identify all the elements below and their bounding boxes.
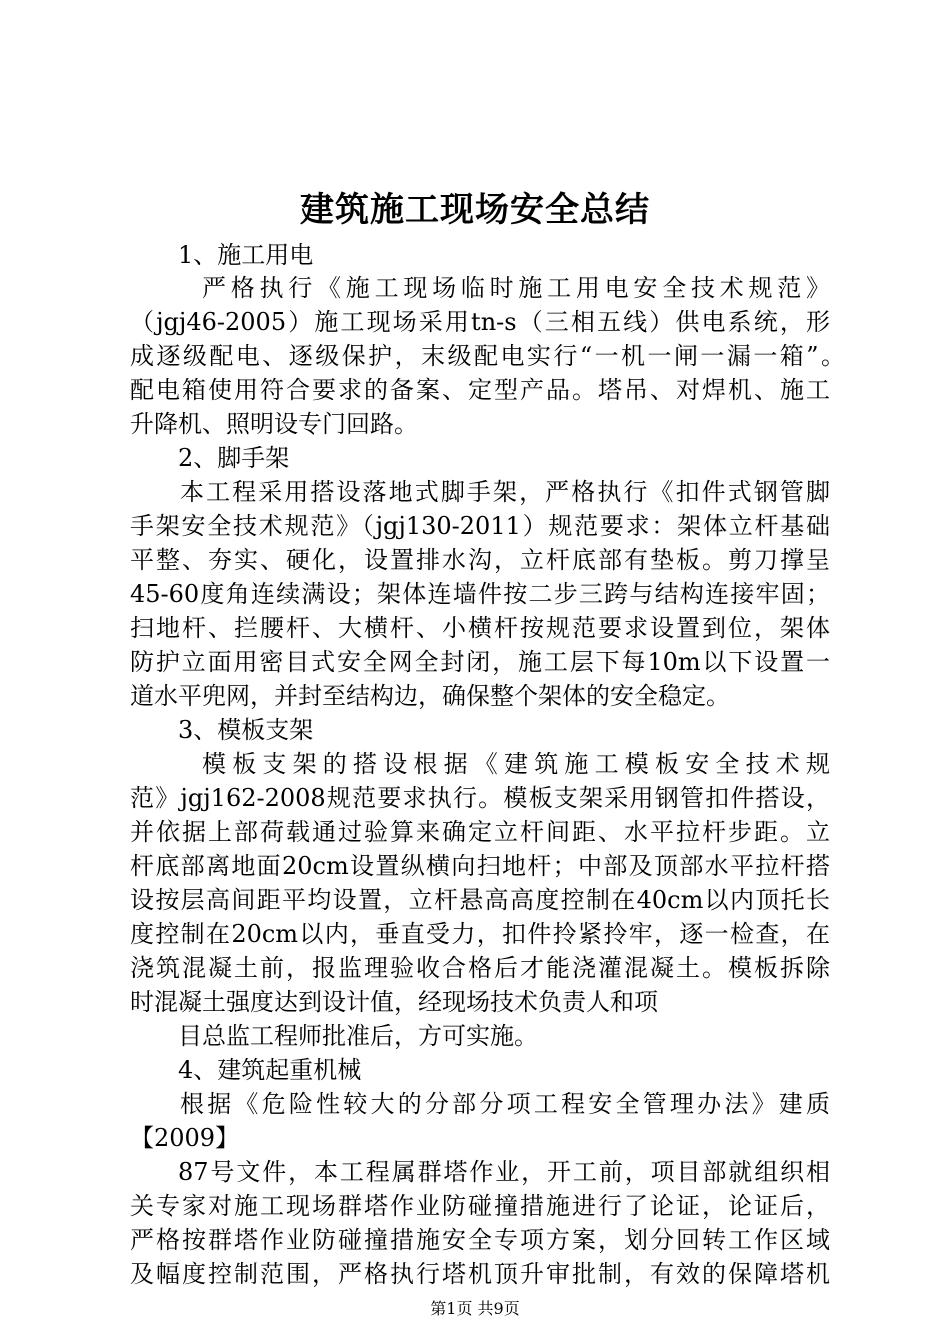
body-line: 升降机、照明设专门回路。 [130,410,418,438]
section-heading-4: 4、建筑起重机械 [178,1056,362,1084]
body-line: 平整、夯实、硬化，设置排水沟，立杆底部有垫板。剪刀撑呈 [130,546,830,574]
body-line: 及幅度控制范围，严格执行塔机顶升审批制，有效的保障塔机 [130,1260,830,1288]
body-line: 防护立面用密目式安全网全封闭，施工层下每10m以下设置一 [130,648,830,676]
body-line: 扫地杆、拦腰杆、大横杆、小横杆按规范要求设置到位，架体 [130,614,830,642]
body-line: 设按层高间距平均设置，立杆悬高高度控制在40cm以内顶托长 [130,886,830,914]
body-line: 关专家对施工现场群塔作业防碰撞措施进行了论证，论证后， [130,1192,830,1220]
body-line: 目总监工程师批准后，方可实施。 [178,1022,538,1050]
body-line: 范》jgj162-2008规范要求执行。模板支架采用钢管扣件搭设， [130,784,830,812]
body-line: 并依据上部荷载通过验算来确定立杆间距、水平拉杆步距。立 [130,818,830,846]
body-line: 成逐级配电、逐级保护，末级配电实行“一机一闸一漏一箱”。 [130,342,845,370]
body-line: 度控制在20cm以内，垂直受力，扣件拎紧拎牢，逐一检查，在 [130,920,830,948]
body-line: 45-60度角连续满设；架体连墙件按二步三跨与结构连接牢固； [130,580,830,608]
section-heading-2: 2、脚手架 [178,444,290,472]
body-line: 模板支架的搭设根据《建筑施工模板安全技术规 [202,750,830,778]
body-line: 道水平兜网，并封至结构边，确保整个架体的安全稳定。 [130,682,730,710]
body-line: 时混凝土强度达到设计值，经现场技术负责人和项 [130,988,658,1016]
body-line: 浇筑混凝土前，报监理验收合格后才能浇灌混凝土。模板拆除 [130,954,830,982]
body-line: （jgj46-2005）施工现场采用tn-s（三相五线）供电系统，形 [130,308,830,336]
section-heading-3: 3、模板支架 [178,716,314,744]
body-line: 87号文件，本工程属群塔作业，开工前，项目部就组织相 [178,1158,830,1186]
body-line: 配电箱使用符合要求的备案、定型产品。塔吊、对焊机、施工 [130,376,830,404]
body-line: 严格按群塔作业防碰撞措施安全专项方案，划分回转工作区域 [130,1226,830,1254]
body-line: 本工程采用搭设落地式脚手架，严格执行《扣件式钢管脚 [180,478,830,506]
section-heading-1: 1、施工用电 [178,241,314,269]
body-line: 根据《危险性较大的分部分项工程安全管理办法》建质 [180,1090,830,1118]
page-title: 建筑施工现场安全总结 [300,190,650,230]
page-footer: 第1页 共9页 [430,1299,520,1318]
body-line: 【2009】 [130,1124,240,1152]
body-line: 严格执行《施工现场临时施工用电安全技术规范》 [202,274,830,302]
body-line: 杆底部离地面20cm设置纵横向扫地杆；中部及顶部水平拉杆搭 [130,852,830,880]
body-line: 手架安全技术规范》（jgj130-2011）规范要求：架体立杆基础 [130,512,830,540]
